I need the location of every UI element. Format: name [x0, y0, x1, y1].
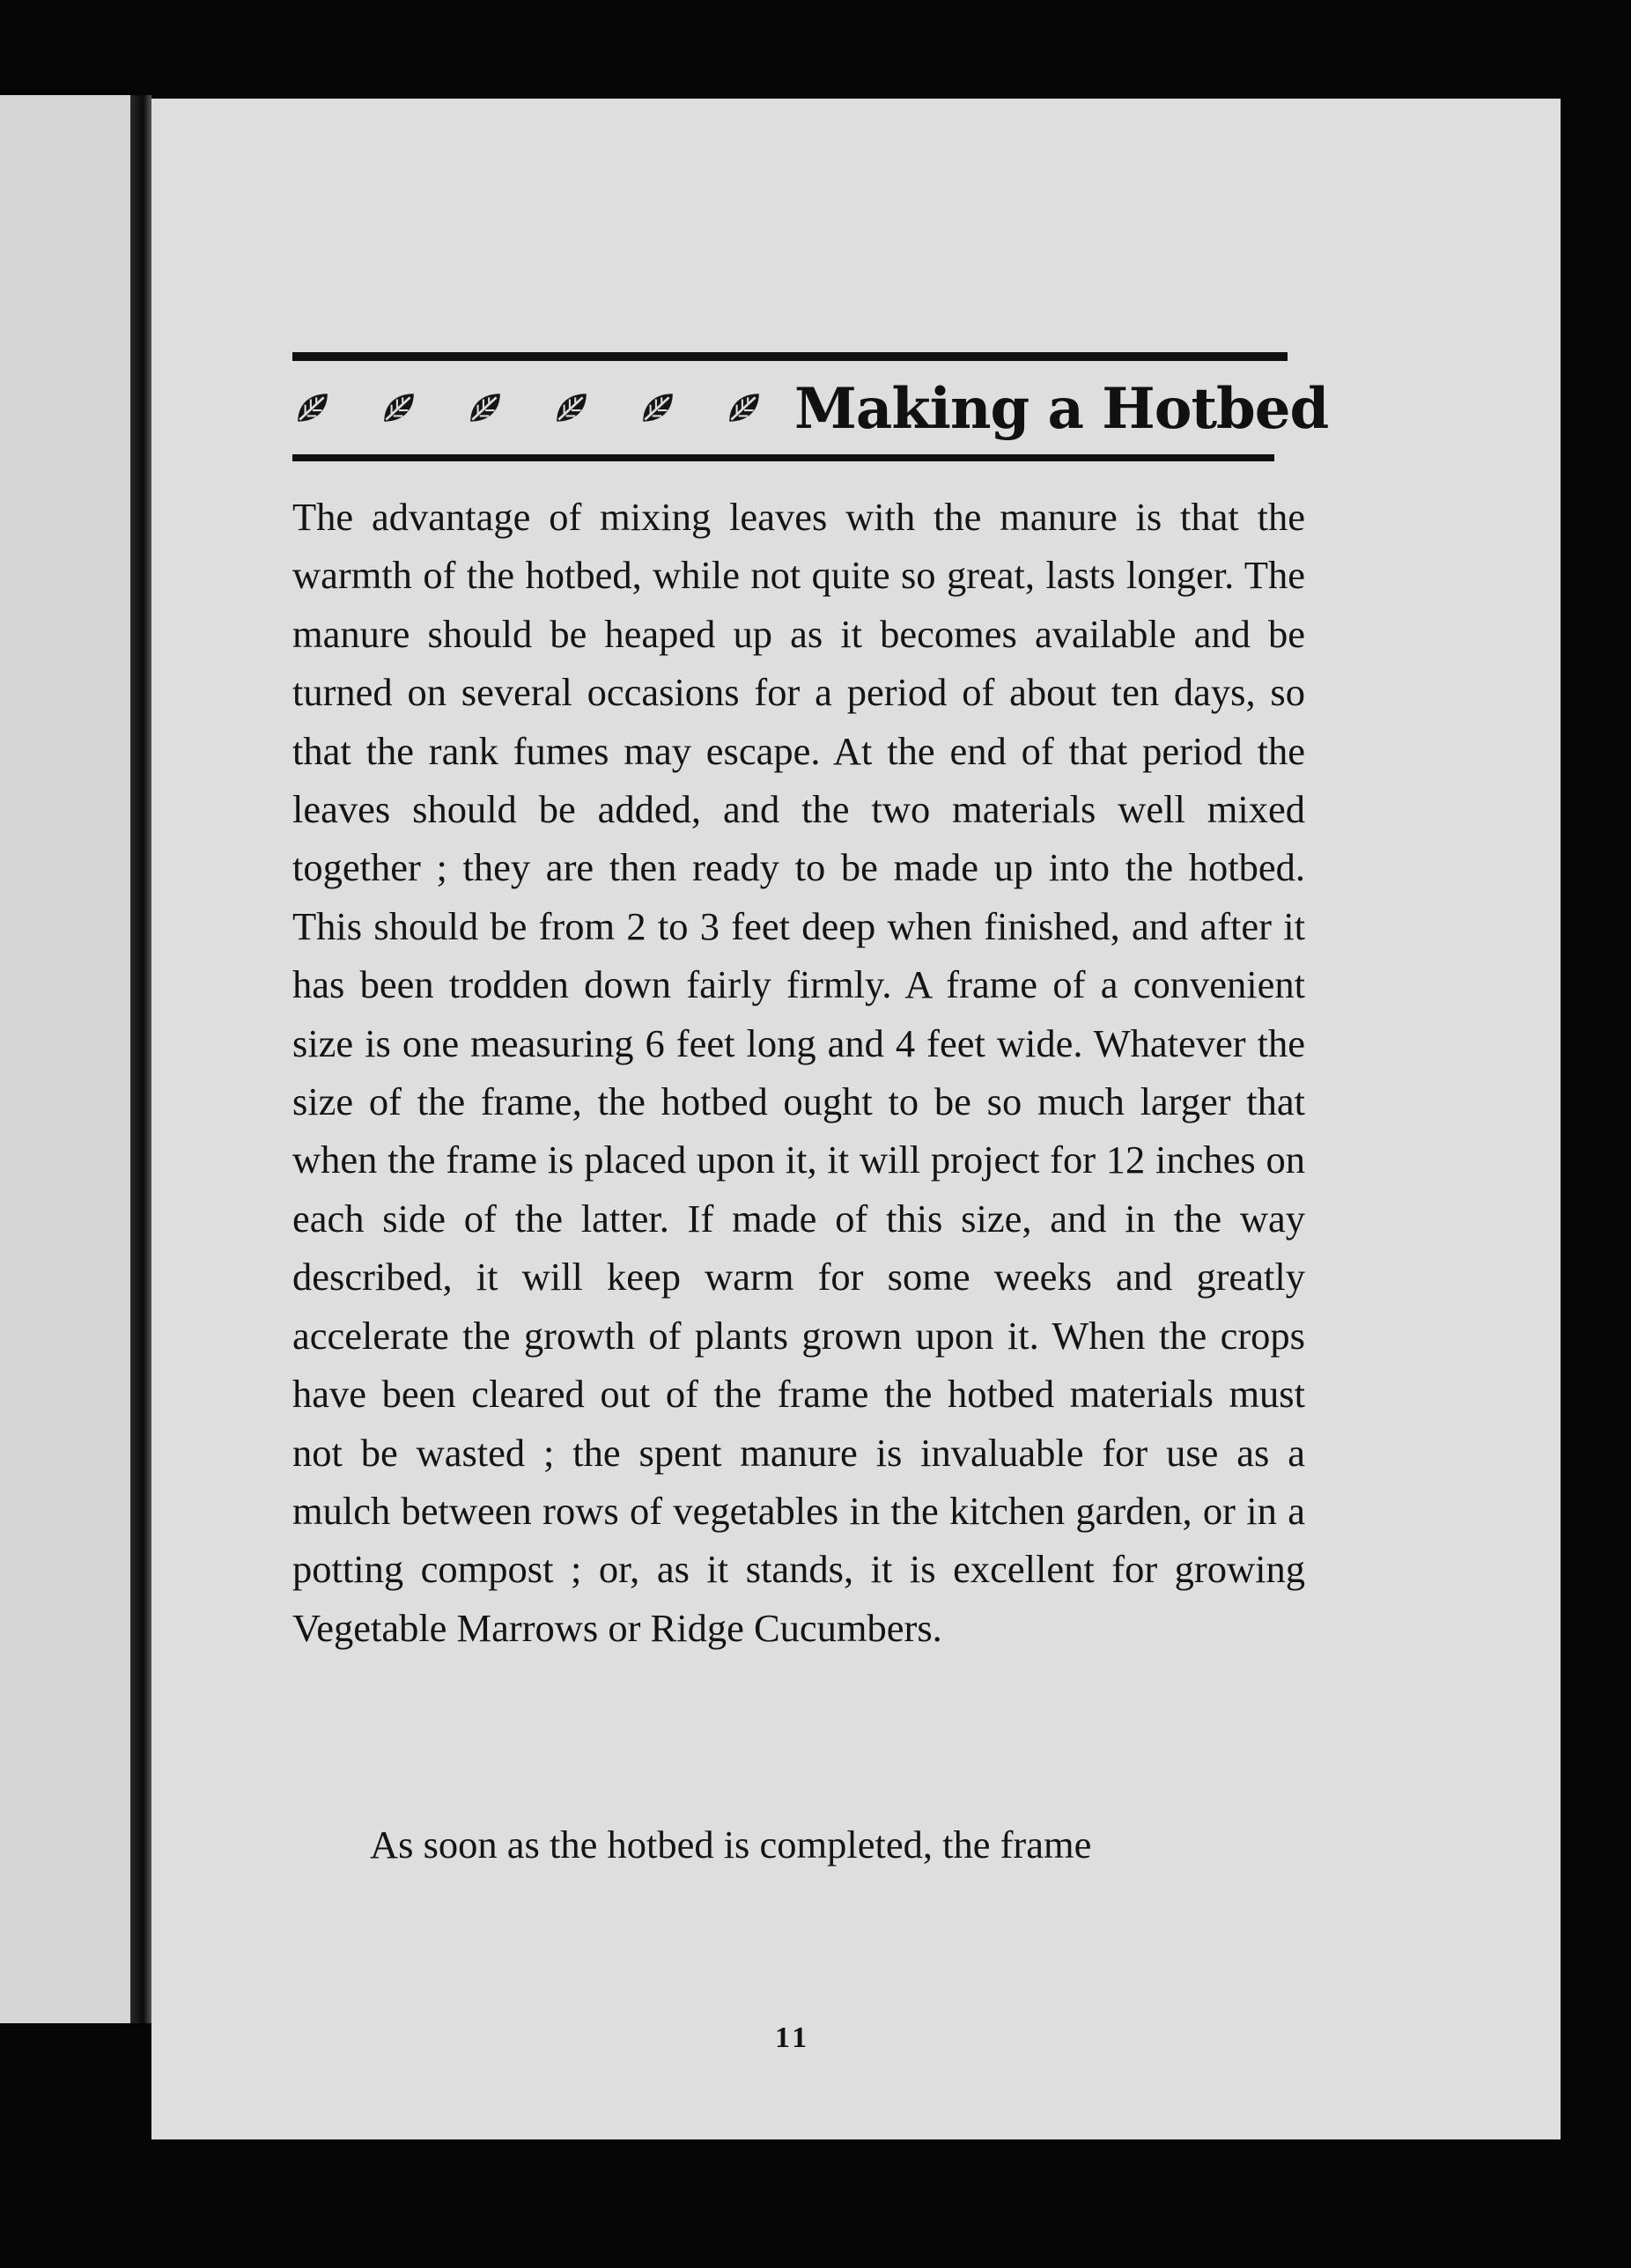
leaf-ornament-icon [726, 390, 763, 427]
heading-top-rule [292, 352, 1288, 361]
leaf-ornament-icon [639, 390, 676, 427]
book-spine [130, 95, 151, 2023]
left-page-edge [0, 95, 130, 2023]
body-paragraph-1: The advantage of mixing leaves with the manure is that the warmth of the hotbed, while not quite so great, lasts longer. The manure should be heaped up as it becomes available and be turned on several occasions for a period of about ten days, so that the rank fumes may escape. At the end of that period the leaves should be added, and the two materials well mixed together ; they are then ready to be made up into the hotbed. This should be from 2 to 3 feet deep when finished, and after it has been trodden down fairly firmly. A frame of a convenient size is one measuring 6 feet long and 4 feet wide. Whatever the size of the frame, the hotbed ought to be so much larger that when the frame is placed upon it, it will project for 12 inches on each side of the latter. If made of this size, and in the way described, it will keep warm for some weeks and greatly accelerate the growth of plants grown upon it. When the crops have been cleared out of the frame the hotbed materials must not be wasted ; the spent manure is invaluable for use as a mulch between rows of vegetables in the kitchen garden, or in a potting compost ; or, as it stands, it is excellent for growing Vegetable Marrows or Ridge Cucumbers. [292, 495, 1305, 1650]
leaf-ornament-icon [467, 390, 504, 427]
body-paragraph-2: As soon as the hotbed is completed, the frame [370, 1822, 1092, 1867]
leaf-ornament-icon [380, 390, 417, 427]
leaf-ornament-icon [294, 390, 331, 427]
ornament-row [294, 390, 763, 427]
page-title: Making a Hotbed [794, 375, 1329, 442]
leaf-ornament-icon [553, 390, 590, 427]
heading-row [292, 364, 1329, 453]
book-page [151, 99, 1561, 2139]
heading-bottom-rule [292, 454, 1274, 461]
page-number: 11 [775, 2021, 811, 2054]
